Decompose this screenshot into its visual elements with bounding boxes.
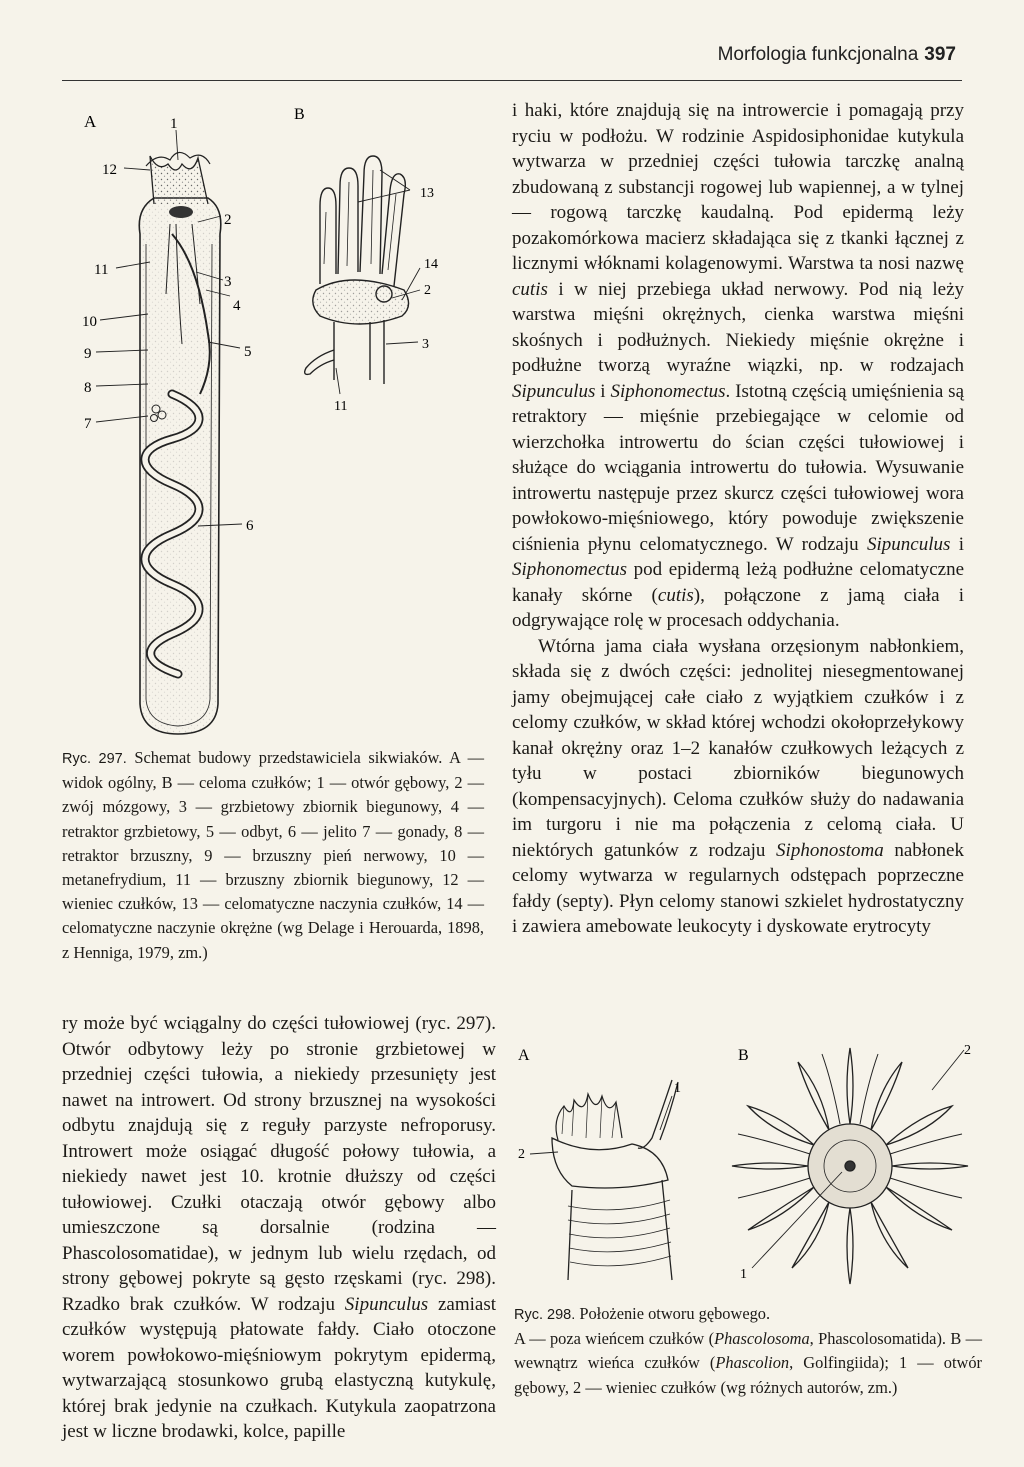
running-head — [718, 44, 956, 66]
fig298-label-a1: 1 — [674, 1081, 681, 1096]
fig297-label-6: 6 — [246, 518, 254, 534]
fig297-label-1: 1 — [170, 116, 178, 132]
fig298-panel-b-letter: B — [738, 1047, 749, 1064]
figure-297-caption — [62, 746, 484, 965]
figure-297-illustration — [58, 94, 498, 744]
fig298-label-b2: 2 — [964, 1043, 971, 1058]
header-rule — [62, 80, 962, 81]
fig298-label-b1: 1 — [740, 1267, 747, 1282]
fig297-caption-label: Ryc. 297. — [62, 751, 127, 767]
fig297-label-13: 13 — [420, 186, 434, 201]
section-title: Morfologia funkcjonalna — [717, 44, 919, 65]
fig297-label-14: 14 — [424, 257, 438, 272]
phascolion-tentacle-crown — [732, 1048, 968, 1284]
left-text-column — [62, 1011, 496, 1445]
figure-298-caption: Ryc. 298. Położenie otworu gębowego. A — poza wieńcem czułków (Phascolosoma, Phascolosomatida). B — wewnątrz wieńca czułków (Phascolion, Golfingiida); 1 — otwór gębowy, 2 — wieniec czułków (wg różnych autorów, zm.) — [514, 1304, 982, 1397]
left-paragraph-1: ry może być wciągalny do części tułowiowej (ryc. 297). Otwór odbytowy leży po stronie grzbietowej w przedniej części tułowia, a niekiedy przesunięty jest nawet na introwert. Od strony brzusznej na wysokości odbytu znajdują się z reguły parzyste nefroporusy. Introwert może osiągać długość połowy tułowia, a niekiedy nawet jest 10. krotnie dłuższy od części tułowiowej. Czułki otaczają otwór gębowy albo umieszczone są dorsalnie (rodzina — Phascolosomatidae), w jednym lub wielu rzędach, od strony gębowej pokryte są gęsto rzęskami (ryc. 298). Rzadko brak czułków. W rodzaju Sipunculus zamiast czułków występują płatowate fałdy. Ciało otoczone worem powłokowo-mięśniowym pokrytym epidermą, wytwarzającą stosunkowo grubą elastyczną kutykulę, której brak jedynie na czułkach. Kutykula zaopatrzona jest w liczne brodawki, kolce, papille — [62, 1013, 496, 1442]
right-paragraph-1: i haki, które znajdują się na introwercie i pomagają przy ryciu w podłożu. W rodzinie Aspidosiphonidae kutykula wytwarza w przedniej części tułowia tarczkę analną zbudowaną z substancji rogowej lub wapiennej, a w tylnej — rogową tarczkę kaudalną. Pod epidermą leży pozakomórkowa macierz składająca się z tkanki łącznej z licznymi włóknami kolagenowymi. Warstwa ta nosi nazwę cutis i w niej przebiega układ nerwowy. Pod nią leży warstwa mięśni okrężnych, cienka warstwa mięśni skośnych i podłużnych. Niekiedy mięśnie okrężne i podłużne tworzą wyraźne wiązki, np. w rodzajach Sipunculus i Siphonomectus. Istotną częścią umięśnienia są retraktory — mięśnie przebiegające w celomie od wierzchołka introwertu do ścian części tułowiowej i służące do wciągania introwertu do tułowia. Wysuwanie introwertu następuje przez skurcz części tułowiowej wora powłokowo-mięśniowego, który powoduje zwiększenie ciśnienia płynu celomatycznego. W rodzaju Sipunculus i Siphonomectus pod epidermą leżą podłużne celomatyczne kanały skórne (cutis), połączone z jamą ciała i odgrywające rolę w procesach oddychania. — [512, 100, 965, 631]
fig298-caption-line1: Położenie otworu gębowego. — [579, 1304, 771, 1323]
worm-body — [139, 152, 221, 734]
tentacle-coelom-diagram — [305, 156, 409, 384]
fig297-label-10: 10 — [82, 314, 97, 330]
fig297-label-b11: 11 — [334, 399, 348, 414]
fig298-label-a2: 2 — [518, 1147, 525, 1162]
fig297-label-4: 4 — [233, 298, 241, 314]
fig297-label-7: 7 — [84, 416, 92, 432]
right-paragraph-2: Wtórna jama ciała wysłana orzęsionym nabłonkiem, składa się z dwóch części: jednolitej niesegmentowanej jamy obejmującej całe ciało z wyjątkiem czułków i z celomy czułków, w skład której wchodzi okołoprzełykowy kanał okrężny oraz 1–2 kanałów czułkowych leżących z tyłu w postaci zbiorników biegunowych (kompensacyjnych). Celoma czułków służy do nadawania im turgoru i nie ma połączenia z celomą ciała. U niektórych gatunków z rodzaju Siphonostoma nabłonek celomy wytwarza w regularnych odstępach poprzeczne fałdy (septy). Płyn celomy stanowi szkielet hydrostatyczny i zawiera amebowate leukocyty i dyskowate erytrocyty — [512, 635, 964, 937]
fig298-panel-a-letter: A — [518, 1047, 530, 1064]
fig297-label-b2: 2 — [424, 283, 431, 298]
right-text-column — [512, 98, 964, 940]
fig297-caption-text: Schemat budowy przedstawiciela sikwiaków. A — widok ogólny, B — celoma czułków; 1 — otwór gębowy, 2 — zwój mózgowy, 3 — grzbietowy zbiornik biegunowy, 4 — retraktor grzbietowy, 5 — odbyt, 6 — jelito 7 — gonady, 8 — retraktor brzuszny, 9 — brzuszny pień nerwowy, 10 — metanefrydium, 11 — brzuszny zbiornik biegunowy, 12 — wieniec czułków, 13 — celomatyczne naczynia czułków, 14 — celomatyczne naczynie okrężne (wg Delage i Herouarda, 1898, z Henniga, 1979, zm.) — [62, 748, 484, 962]
page-number: 397 — [924, 44, 956, 65]
fig297-label-b3: 3 — [422, 337, 429, 352]
fig297-label-5: 5 — [244, 344, 252, 360]
fig297-label-12: 12 — [102, 162, 117, 178]
figure-298-illustration — [512, 1030, 982, 1302]
fig297-label-8: 8 — [84, 380, 92, 396]
fig298-caption-label: Ryc. 298. — [514, 1307, 576, 1323]
fig297-label-2: 2 — [224, 212, 232, 228]
fig297-label-3: 3 — [224, 274, 232, 290]
fig297-panel-a-letter: A — [84, 112, 97, 131]
fig297-panel-b-letter: B — [294, 106, 305, 123]
phascolosoma-introvert — [552, 1080, 678, 1280]
fig297-label-9: 9 — [84, 346, 92, 362]
fig297-label-11: 11 — [94, 262, 109, 278]
